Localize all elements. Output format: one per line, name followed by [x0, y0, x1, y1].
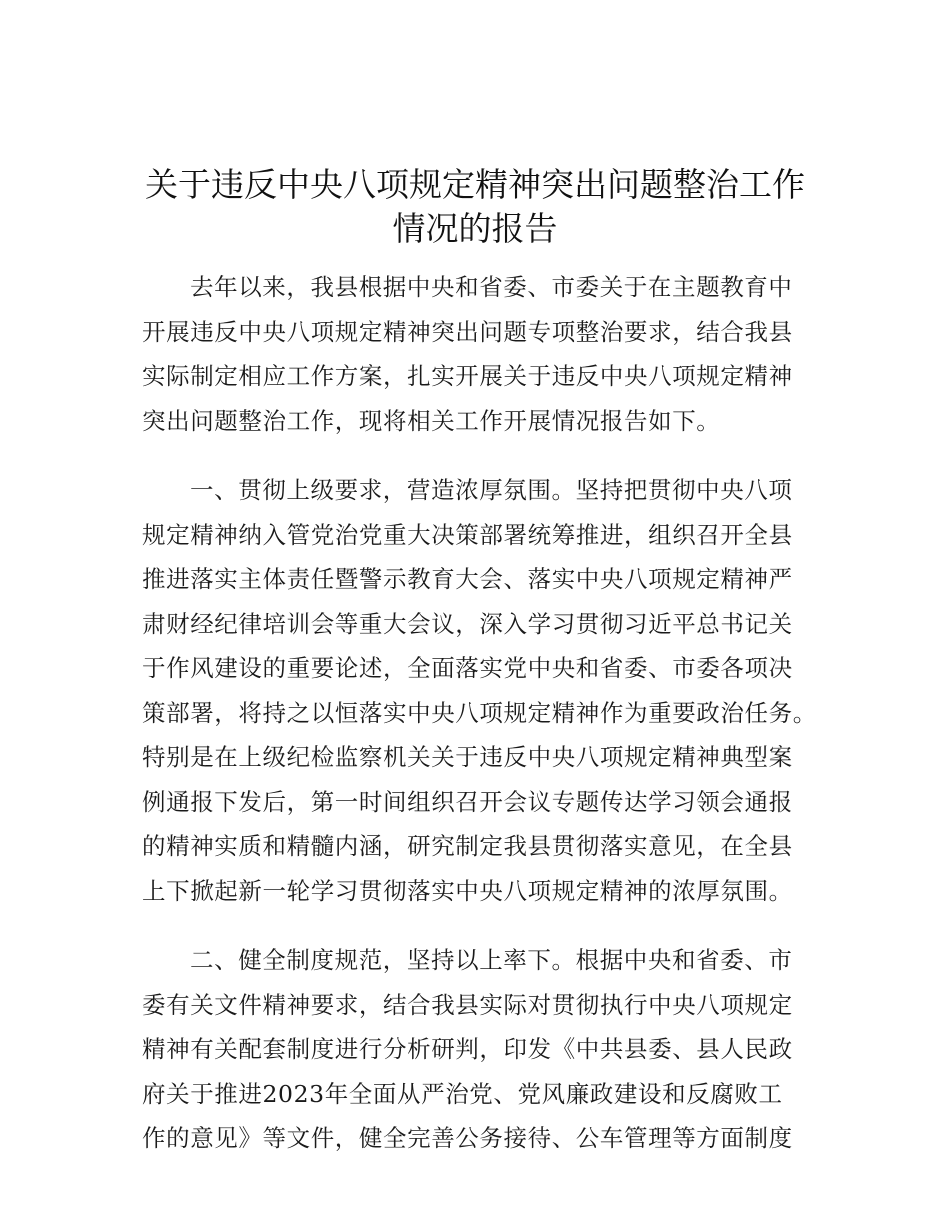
- document-body: [142, 265, 817, 1186]
- text-line: 突出问题整治工作，现将相关工作开展情况报告如下。: [142, 406, 721, 435]
- text-line: 例通报下发后，第一时间组织召开会议专题传达学习领会通报: [142, 787, 793, 816]
- text-line: 实际制定相应工作方案，扎实开展关于违反中央八项规定精神: [142, 362, 793, 390]
- text-line: 推进落实主体责任暨警示教育大会、落实中央八项规定精神严: [142, 565, 793, 593]
- text-line: 府关于推进2023年全面从严治党、党风廉政建设和反腐败工: [142, 1079, 783, 1108]
- text-line: 的精神实质和精髓内涵，研究制定我县贯彻落实意见，在全县: [142, 832, 793, 860]
- text-line: 开展违反中央八项规定精神突出问题专项整治要求，结合我县: [142, 317, 793, 346]
- text-line: 一、贯彻上级要求，营造浓厚氛围。坚持把贯彻中央八项: [190, 476, 793, 504]
- text-line: 策部署，将持之以恒落实中央八项规定精神作为重要政治任务。: [142, 698, 817, 727]
- text-line: 规定精神纳入管党治党重大决策部署统筹推进，组织召开全县: [142, 520, 793, 549]
- paragraph-section-1: [142, 468, 817, 913]
- text-line: 特别是在上级纪检监察机关关于违反中央八项规定精神典型案: [142, 743, 793, 771]
- title-line-2: 情况的报告: [392, 209, 558, 248]
- text-line: 作的意见》等文件，健全完善公务接待、公车管理等方面制度: [142, 1124, 793, 1152]
- text-line: 二、健全制度规范，坚持以上率下。根据中央和省委、市: [190, 946, 793, 974]
- paragraph-section-2: [142, 938, 814, 1161]
- text-line: 去年以来，我县根据中央和省委、市委关于在主题教育中: [190, 273, 793, 301]
- document-title: [100, 163, 850, 251]
- title-line-1: 关于违反中央八项规定精神突出问题整治工作: [145, 165, 805, 204]
- text-line: 精神有关配套制度进行分析研判，印发《中共县委、县人民政: [142, 1035, 793, 1063]
- text-line: 肃财经纪律培训会等重大会议，深入学习贯彻习近平总书记关: [142, 609, 793, 638]
- text-line: 委有关文件精神要求，结合我县实际对贯彻执行中央八项规定: [142, 990, 793, 1019]
- text-line: 上下掀起新一轮学习贯彻落实中央八项规定精神的浓厚氛围。: [142, 876, 793, 905]
- paragraph-intro: [142, 265, 814, 443]
- text-line: 于作风建设的重要论述，全面落实党中央和省委、市委各项决: [142, 654, 793, 682]
